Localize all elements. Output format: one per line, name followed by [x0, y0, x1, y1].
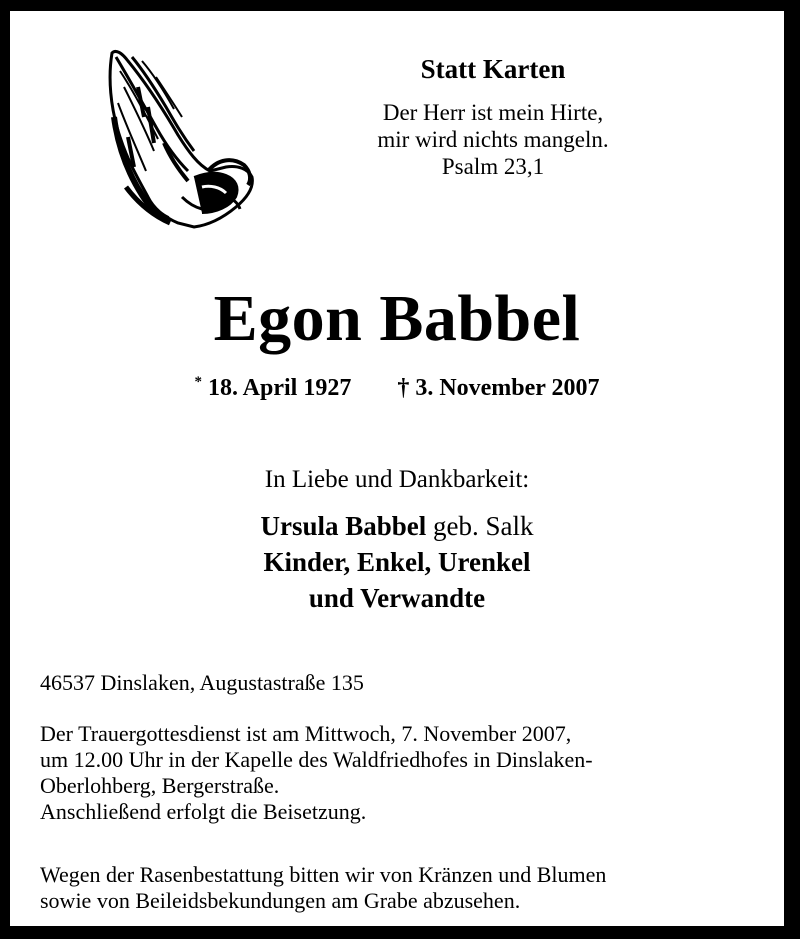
wife-maiden-name: geb. Salk — [433, 511, 534, 541]
deceased-name: Egon Babbel — [213, 282, 581, 355]
birth-date: 18. April 1927 — [207, 375, 352, 401]
mourners-family: Kinder, Enkel, Urenkel — [263, 547, 531, 577]
statt-karten-heading: Statt Karten — [420, 54, 566, 84]
verse-line-1: Der Herr ist mein Hirte, — [382, 100, 604, 125]
header-block — [310, 53, 676, 180]
service-line-3: Oberlohberg, Bergerstraße. — [40, 773, 280, 798]
service-line-4: Anschließend erfolgt die Beisetzung. — [40, 799, 367, 824]
death-mark: † — [397, 375, 410, 401]
mourners-intro: In Liebe und Dankbarkeit: — [264, 466, 530, 493]
service-line-2: um 12.00 Uhr in der Kapelle des Waldfriedhofes in Dinslaken- — [40, 747, 593, 772]
mourner-wife — [10, 508, 784, 544]
note-line-2: sowie von Beileidsbekundungen am Grabe abzusehen. — [40, 888, 521, 913]
obituary-card — [10, 11, 784, 926]
psalm-verse — [310, 99, 676, 180]
verse-line-2: mir wird nichts mangeln. — [377, 127, 609, 152]
note-line-1: Wegen der Rasenbestattung bitten wir von Kränzen und Blumen — [40, 862, 607, 887]
birth-mark: * — [194, 374, 202, 390]
flowers-note — [40, 862, 606, 914]
address: 46537 Dinslaken, Augustastraße 135 — [40, 670, 364, 695]
praying-hands-icon — [98, 47, 258, 237]
service-line-1: Der Trauergottesdienst ist am Mittwoch, 7. November 2007, — [40, 721, 572, 746]
life-dates — [10, 367, 784, 403]
mourners-relatives: und Verwandte — [308, 583, 486, 613]
mourners-list — [10, 508, 784, 616]
verse-reference: Psalm 23,1 — [441, 154, 545, 179]
service-details — [40, 721, 593, 825]
death-date: 3. November 2007 — [415, 375, 600, 401]
wife-name: Ursula Babbel — [260, 511, 427, 541]
